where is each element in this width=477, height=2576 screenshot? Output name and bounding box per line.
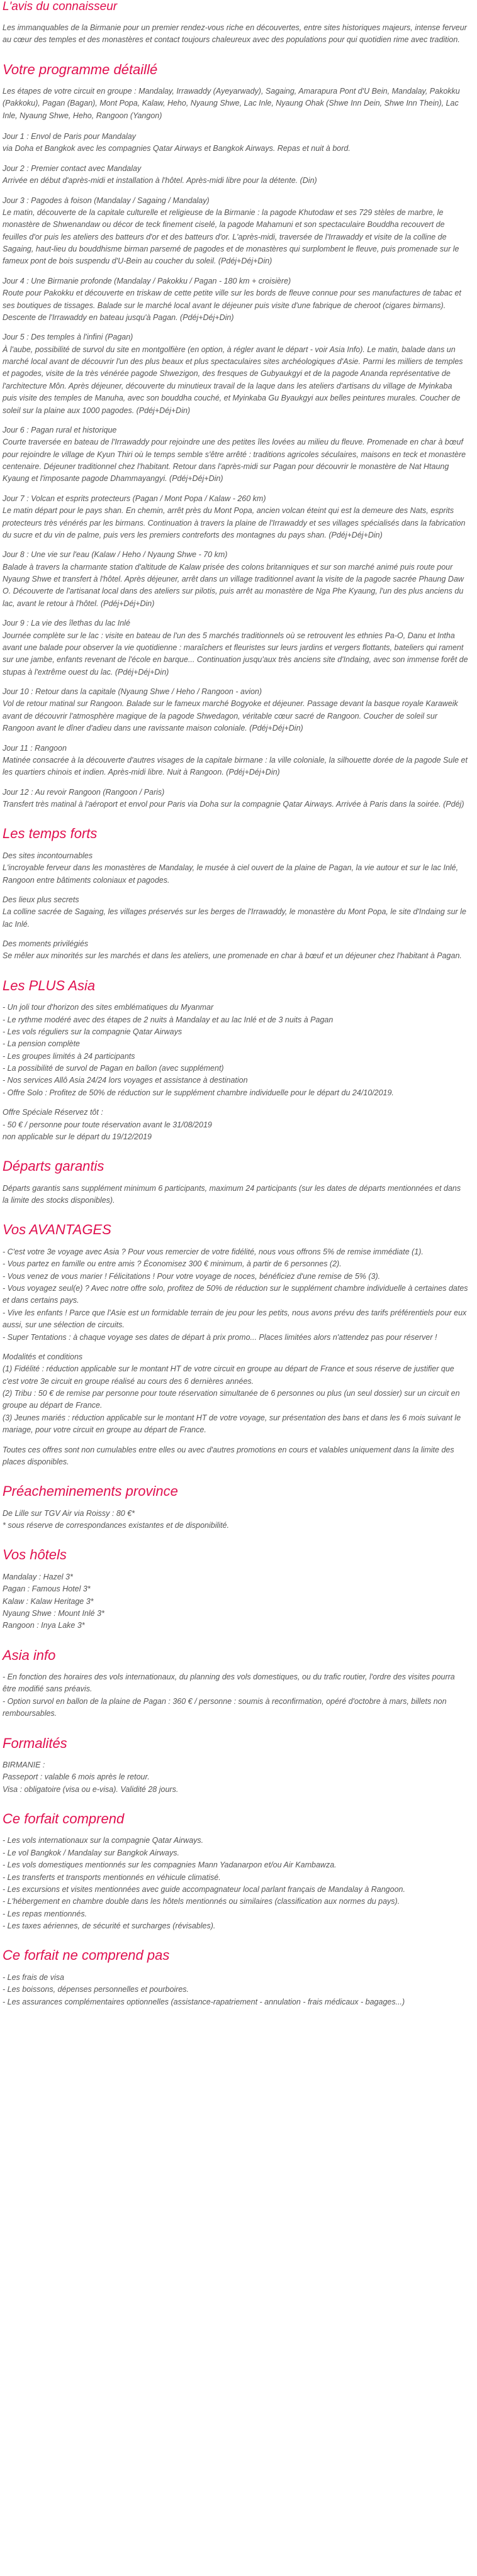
day-title: Jour 7 : Volcan et esprits protecteurs (Pagan / Mont Popa / Kalaw - 260 km) xyxy=(3,494,266,503)
ne-comprend-line: - Les frais de visa xyxy=(3,1972,64,1982)
comprend-line: - Les vols domestiques mentionnés sur les compagnies Mann Yadanarpon et/ou Air Kambawza. xyxy=(3,1860,337,1870)
temps-fort-group xyxy=(3,938,468,963)
day-item xyxy=(3,743,468,779)
hotel-line: Kalaw : Kalaw Heritage 3* xyxy=(3,1596,94,1606)
temps-fort-group xyxy=(3,850,468,887)
avantage-item: - Vous partez en famille ou entre amis ? Économisez 300 € minimum, à partir de 6 personnes (2). xyxy=(3,1259,342,1269)
temps-fort-text: L'incroyable ferveur dans les monastères de Mandalay, le musée à ciel ouvert de la plaine de Pagan, la vie autour et sur le lac Inlé, Rangoon entre bâtiments coloniaux et pagodes. xyxy=(3,863,459,885)
avantage-item: - Vous voyagez seul(e) ? Avec notre offre solo, profitez de 50% de réduction sur le supplément chambre individuelle à certaines dates et dans certains pays. xyxy=(3,1284,468,1305)
comprend-list xyxy=(3,1835,468,1932)
day-text: Le matin, découverte de la capitale culturelle et religieuse de la Birmanie : la pagode Khutodaw et ses 729 stèles de marbre, le monastère de Shwenandaw ou décor de teck finement ciselé, la pagode Mahamuni et son spectaculaire Bouddha recouvert de feuilles d'or puis les ateliers des batteurs d'or et des batteurs d'or. L'après-midi, traversée de l'Irrawaddy et visite de la colline de Sagaing, haut-lieu du bouddhisme birman parsemé de pagodes et de monastères qui surplombent le fleuve, puis promenade sur le fameux pont de bois suspendu d'U-Bein au coucher du soleil. (Pdéj+Déj+Din) xyxy=(3,207,459,266)
avantage-item: - Super Tentations : à chaque voyage ses dates de départ à prix promo... Places limitées alors n'attendez pas pour réserver ! xyxy=(3,1332,437,1342)
day-text: Balade à travers la charmante station d'altitude de Kalaw prisée des colons britanniques et sur son marché animé puis route pour Nyaung Shwe et transfert à l'hôtel. Après déjeuner, arrêt dans un village traditionnel avant la visite de la pagode sacrée Phaung Daw O. Découverte de l'artisanat local dans des ateliers sur pilotis, puis arrêt au monastère de Nga Phe Kyaung, l'un des plus anciens du lac, avant le retour à l'hôtel. (Pdéj+Déj+Din) xyxy=(3,562,464,608)
hotel-line: Nyaung Shwe : Mount Inlé 3* xyxy=(3,1608,104,1618)
temps-fort-heading: Des sites incontournables xyxy=(3,851,93,860)
section-title: Vos AVANTAGES xyxy=(3,1222,111,1238)
plus-item: - La possibilité de survol de Pagan en ballon (avec supplément) xyxy=(3,1064,224,1073)
section-formalites xyxy=(3,1735,468,1796)
modalite-item: (3) Jeunes mariés : réduction applicable sur le montant HT de votre voyage, sur présentation des bans et dans les 6 mois suivant le mariage, pour votre circuit en groupe au départ de France. xyxy=(3,1413,461,1435)
modalite-item: (1) Fidélité : réduction applicable sur le montant HT de votre circuit en groupe au départ de France et sous réserve de justifier que c'est votre 3e circuit en groupe réalisé au cours des 6 dernières années. xyxy=(3,1364,454,1386)
modalites-heading: Modalités et conditions xyxy=(3,1352,83,1361)
comprend-line: - Les taxes aériennes, de sécurité et surcharges (révisables). xyxy=(3,1921,216,1931)
asia-info-line: - En fonction des horaires des vols internationaux, du planning des vols domestiques, ou du trafic routier, l'ordre des visites pourra être modifié sans préavis. xyxy=(3,1672,455,1694)
section-ne-comprend xyxy=(3,1947,468,2008)
section-avantages xyxy=(3,1222,468,1468)
day-item xyxy=(3,163,468,187)
section-title: Vos hôtels xyxy=(3,1547,67,1563)
asia-info-list xyxy=(3,1671,468,1720)
day-text: À l'aube, possibilité de survol du site en montgolfière (en option, à régler avant le départ - voir Asia Info). Le matin, balade dans un marché local avant de découvrir l'un des plus beaux et plus spectaculaires sites archéologiques d'Asie. Parmi les milliers de temples et pagodes, visite de la très vénérée pagode Shwezigon, des fresques de Gubyaukgyi et de la pagode Ananda représentative de l'architecture Môn. Après déjeuner, découverte du minutieux travail de la laque dans les ateliers d'artisans du village de Myinkaba puis visite des temples de Manuha, avec son bouddha couché, et Myinkaba Gu Byaukgyi aux belles peintures murales. Coucher de soleil sur la plaine aux 1000 pagodes. (Pdéj+Déj+Din) xyxy=(3,345,463,415)
comprend-line: - Le vol Bangkok / Mandalay sur Bangkok Airways. xyxy=(3,1848,179,1857)
day-item xyxy=(3,549,468,610)
formalite-line: Visa : obligatoire (visa ou e-visa). Validité 28 jours. xyxy=(3,1784,179,1794)
day-item xyxy=(3,331,468,417)
asia-info-line: - Option survol en ballon de la plaine de Pagan : 360 € / personne : soumis à reconfirmation, opéré d'octobre à mars, billets non remboursables. xyxy=(3,1696,447,1718)
ne-comprend-line: - Les boissons, dépenses personnelles et pourboires. xyxy=(3,1985,189,1994)
temps-fort-text: Se mêler aux minorités sur les marchés et dans les ateliers, une promenade en char à bœuf et un déjeuner chez l'habitant à Pagan. xyxy=(3,951,462,961)
preach-list xyxy=(3,1508,468,1532)
avantage-item: - Vous venez de vous marier ! Félicitations ! Pour votre voyage de noces, bénéficiez d'une remise de 5% (3). xyxy=(3,1271,381,1281)
avantages-note: Toutes ces offres sont non cumulables entre elles ou avec d'autres promotions en cours et valables uniquement dans la limite des places disponibles. xyxy=(3,1445,454,1466)
day-text: Matinée consacrée à la découverte d'autres visages de la capitale birmane : la ville coloniale, la silhouette dorée de la pagode Sule et les quartiers chinois et indien. Après-midi libre. Nuit à Rangoon. (Pdéj+Déj+Din) xyxy=(3,755,468,777)
avantages-list xyxy=(3,1246,468,1344)
day-item xyxy=(3,617,468,678)
section-title: Asia info xyxy=(3,1647,56,1663)
day-title: Jour 9 : La vie des îlethas du lac Inlé xyxy=(3,619,130,628)
plus-list xyxy=(3,1002,468,1099)
day-item xyxy=(3,424,468,485)
offer-line: Offre Spéciale Réservez tôt : xyxy=(3,1108,103,1117)
day-title: Jour 1 : Envol de Paris pour Mandalay xyxy=(3,132,136,141)
modalites-title xyxy=(3,1351,468,1363)
plus-item: - La pension complète xyxy=(3,1039,80,1049)
preach-line: * sous réserve de correspondances existantes et de disponibilité. xyxy=(3,1521,229,1530)
modalites-list xyxy=(3,1363,468,1436)
section-title: Ce forfait comprend xyxy=(3,1811,125,1827)
departs-text: Départs garantis sans supplément minimum 6 participants, maximum 24 participants (sur les dates de départs mentionnées et dans la limite des stocks disponibles). xyxy=(3,1183,461,1205)
programme-intro: Les étapes de votre circuit en groupe : Mandalay, Irrawaddy (Ayeyarwady), Sagaing, Amarapura Pont d'U Bein, Mandalay, Pakokku (Pakkoku), Pagan (Bagan), Mont Popa, Kalaw, Heho, Nyaung Shwe, Lac Inle, Nyaung Ohak (Shwe Inn Dein, Shwe Inn Thein), Lac Inle, Nyaung Shwe, Heho, Rangoon (Yangon) xyxy=(3,86,460,120)
day-title: Jour 4 : Une Birmanie profonde (Mandalay / Pakokku / Pagan - 180 km + croisière) xyxy=(3,276,291,285)
plus-item: - Nos services Allô Asia 24/24 lors voyages et assistance à destination xyxy=(3,1076,248,1085)
day-item xyxy=(3,195,468,268)
plus-item: - Les groupes limités à 24 participants xyxy=(3,1051,135,1061)
section-departs xyxy=(3,1158,468,1207)
day-text: Courte traversée en bateau de l'Irrawaddy pour rejoindre une des petites îles lovées au milieu du fleuve. Promenade en char à bœuf pour rejoindre le village de Kyun Thiri où le temps semble s'être arrêté : traditions agricoles séculaires, maisons en teck et monastère centenaire. Déjeuner traditionnel chez l'habitant. Retour dans l'après-midi sur Pagan pour découvrir le monastère de Nat Htaung Kyaung et l'imposante pagode Dhammayangyi. (Pdéj+Déj+Din) xyxy=(3,438,466,484)
section-title: L'avis du connaisseur xyxy=(3,0,118,13)
day-item xyxy=(3,131,468,155)
day-text: via Doha et Bangkok avec les compagnies Qatar Airways et Bangkok Airways. Repas et nuit à bord. xyxy=(3,144,351,153)
day-item xyxy=(3,686,468,735)
day-text: Journée complète sur le lac : visite en bateau de l'un des 5 marchés traditionnels où se retrouvent les ethnies Pa-O, Danu et Intha avant une balade pour observer la vie quotidienne : maraîchers et fleuristes sur leurs jardins et vergers flottants, bateliers qui rament sur une jambe, enfants revenant de l'école en barque... Continuation jusqu'aux très anciens site d'Indaing, avec son immense forêt de stupas à l'extrême ouest du lac. (Pdéj+Déj+Din) xyxy=(3,631,468,677)
temps-forts-list xyxy=(3,850,468,963)
section-programme xyxy=(3,62,468,811)
days-list xyxy=(3,131,468,810)
day-title: Jour 12 : Au revoir Rangoon (Rangoon / Paris) xyxy=(3,787,165,797)
comprend-line: - Les vols internationaux sur la compagnie Qatar Airways. xyxy=(3,1836,204,1845)
day-title: Jour 3 : Pagodes à foison (Mandalay / Sagaing / Mandalay) xyxy=(3,196,210,205)
offer-line: non applicable sur le départ du 19/12/2019 xyxy=(3,1132,152,1141)
ne-comprend-list xyxy=(3,1972,468,2008)
section-preacheminements xyxy=(3,1483,468,1532)
section-temps-forts xyxy=(3,826,468,962)
section-plus-asia xyxy=(3,978,468,1144)
day-title: Jour 10 : Retour dans la capitale (Nyaung Shwe / Heho / Rangoon - avion) xyxy=(3,687,262,697)
day-title: Jour 5 : Des temples à l'infini (Pagan) xyxy=(3,333,133,342)
section-title: Les temps forts xyxy=(3,826,98,842)
hotel-line: Pagan : Famous Hotel 3* xyxy=(3,1584,91,1594)
hotel-line: Rangoon : Inya Lake 3* xyxy=(3,1621,85,1630)
offer-lines xyxy=(3,1107,468,1143)
day-title: Jour 11 : Rangoon xyxy=(3,743,67,753)
day-item xyxy=(3,275,468,324)
day-title: Jour 2 : Premier contact avec Mandalay xyxy=(3,163,142,173)
temps-fort-heading: Des lieux plus secrets xyxy=(3,895,79,904)
section-asia-info xyxy=(3,1647,468,1720)
section-title: Votre programme détaillé xyxy=(3,61,158,77)
day-text: Vol de retour matinal sur Rangoon. Balade sur le fameux marché Bogyoke et déjeuner. Passage devant la basque royale Karaweik avant de découvrir l'atmosphère magique de la pagode Shwedagon, véritable cœur sacré de Rangoon. Coucher de soleil sur Rangoon avant le dîner d'adieu dans une ravissante maison coloniale. (Pdéj+Déj+Din) xyxy=(3,699,458,733)
day-title: Jour 6 : Pagan rural et historique xyxy=(3,425,117,434)
temps-fort-text: La colline sacrée de Sagaing, les villages préservés sur les berges de l'Irrawaddy, le monastère du Mont Popa, le site d'Indaing sur le lac Inlé. xyxy=(3,907,466,929)
avantage-item: - Vive les enfants ! Parce que l'Asie est un formidable terrain de jeu pour les petits, nous avons prévu des tarifs préférentiels pour eux aussi, sur une sélection de circuits. xyxy=(3,1308,467,1330)
section-comprend xyxy=(3,1811,468,1932)
plus-item: - Offre Solo : Profitez de 50% de réduction sur le supplément chambre individuelle pour le départ du 24/10/2019. xyxy=(3,1088,394,1097)
temps-fort-heading: Des moments privilégiés xyxy=(3,939,89,949)
modalite-item: (2) Tribu : 50 € de remise par personne pour toute réservation simultanée de 6 personnes ou plus (un seul dossier) sur un circuit en groupe au départ de France. xyxy=(3,1389,460,1410)
hotel-line: Mandalay : Hazel 3* xyxy=(3,1572,73,1581)
formalites-list xyxy=(3,1759,468,1796)
formalite-line: Passeport : valable 6 mois après le retour. xyxy=(3,1772,150,1782)
day-item xyxy=(3,493,468,542)
plus-item: - Les vols réguliers sur la compagnie Qatar Airways xyxy=(3,1027,182,1036)
formalite-line: BIRMANIE : xyxy=(3,1760,45,1769)
comprend-line: - L'hébergement en chambre double dans les hôtels mentionnés ou similaires (classification aux normes du pays). xyxy=(3,1897,400,1906)
section-title: Préacheminements province xyxy=(3,1483,178,1500)
comprend-line: - Les transferts et transports mentionnés en véhicule climatisé. xyxy=(3,1872,221,1882)
offer-line: - 50 € / personne pour toute réservation avant le 31/08/2019 xyxy=(3,1120,212,1129)
day-text: Le matin départ pour le pays shan. En chemin, arrêt près du Mont Popa, ancien volcan éteint qui est la demeure des Nats, esprits protecteurs très vénérés par les birmans. Continuation à travers la plaine de l'Irrawaddy et ses villages spécialisés dans la fabrication du sucre et du vin de palme, puis vers les premiers contreforts des montagnes du pays shan. (Pdéj+Déj+Din) xyxy=(3,506,466,539)
section-title: Formalités xyxy=(3,1735,67,1751)
hotels-list xyxy=(3,1571,468,1632)
section-title: Départs garantis xyxy=(3,1158,104,1175)
day-text: Arrivée en début d'après-midi et installation à l'hôtel. Après-midi libre pour la détente. (Din) xyxy=(3,176,317,185)
ne-comprend-line: - Les assurances complémentaires optionnelles (assistance-rapatriement - annulation - frais médicaux - bagages...) xyxy=(3,1997,405,2006)
comprend-line: - Les excursions et visites mentionnées avec guide accompagnateur local parlant français de Mandalay à Rangoon. xyxy=(3,1884,405,1894)
day-item xyxy=(3,787,468,811)
section-title: Les PLUS Asia xyxy=(3,977,96,993)
avis-text: Les immanquables de la Birmanie pour un premier rendez-vous riche en découvertes, entre sites historiques majeurs, intense ferveur au cœur des temples et des monastères et contact toujours chaleureux avec des populations pour qui quotidien rime avec tradition. xyxy=(3,23,467,45)
avantage-item: - C'est votre 3e voyage avec Asia ? Pour vous remercier de votre fidélité, nous vous offrons 5% de remise immédiate (1). xyxy=(3,1247,424,1256)
plus-item: - Un joli tour d'horizon des sites emblématiques du Myanmar xyxy=(3,1003,214,1012)
plus-item: - Le rythme modéré avec des étapes de 2 nuits à Mandalay et au lac Inlé et de 3 nuits à Pagan xyxy=(3,1015,334,1024)
preach-line: De Lille sur TGV Air via Roissy : 80 €* xyxy=(3,1508,135,1518)
section-avis xyxy=(3,0,468,47)
day-text: Transfert très matinal à l'aéroport et envol pour Paris via Doha sur la compagnie Qatar Airways. Arrivée à Paris dans la soirée. (Pdéj) xyxy=(3,800,464,809)
section-hotels xyxy=(3,1547,468,1632)
section-title: Ce forfait ne comprend pas xyxy=(3,1947,170,1964)
day-title: Jour 8 : Une vie sur l'eau (Kalaw / Heho / Nyaung Shwe - 70 km) xyxy=(3,550,228,560)
day-text: Route pour Pakokku et découverte en triskaw de cette petite ville sur les bords de fleuve connue pour ses manufactures de tabac et ses boutiques de tissages. Balade sur le marché local avant le déjeuner puis visite d'une fabrique de cheroot (cigares birmans). Descente de l'Irrawaddy en bateau jusqu'à Pagan. (Pdéj+Déj+Din) xyxy=(3,289,461,322)
temps-fort-group xyxy=(3,894,468,931)
comprend-line: - Les repas mentionnés. xyxy=(3,1909,87,1918)
